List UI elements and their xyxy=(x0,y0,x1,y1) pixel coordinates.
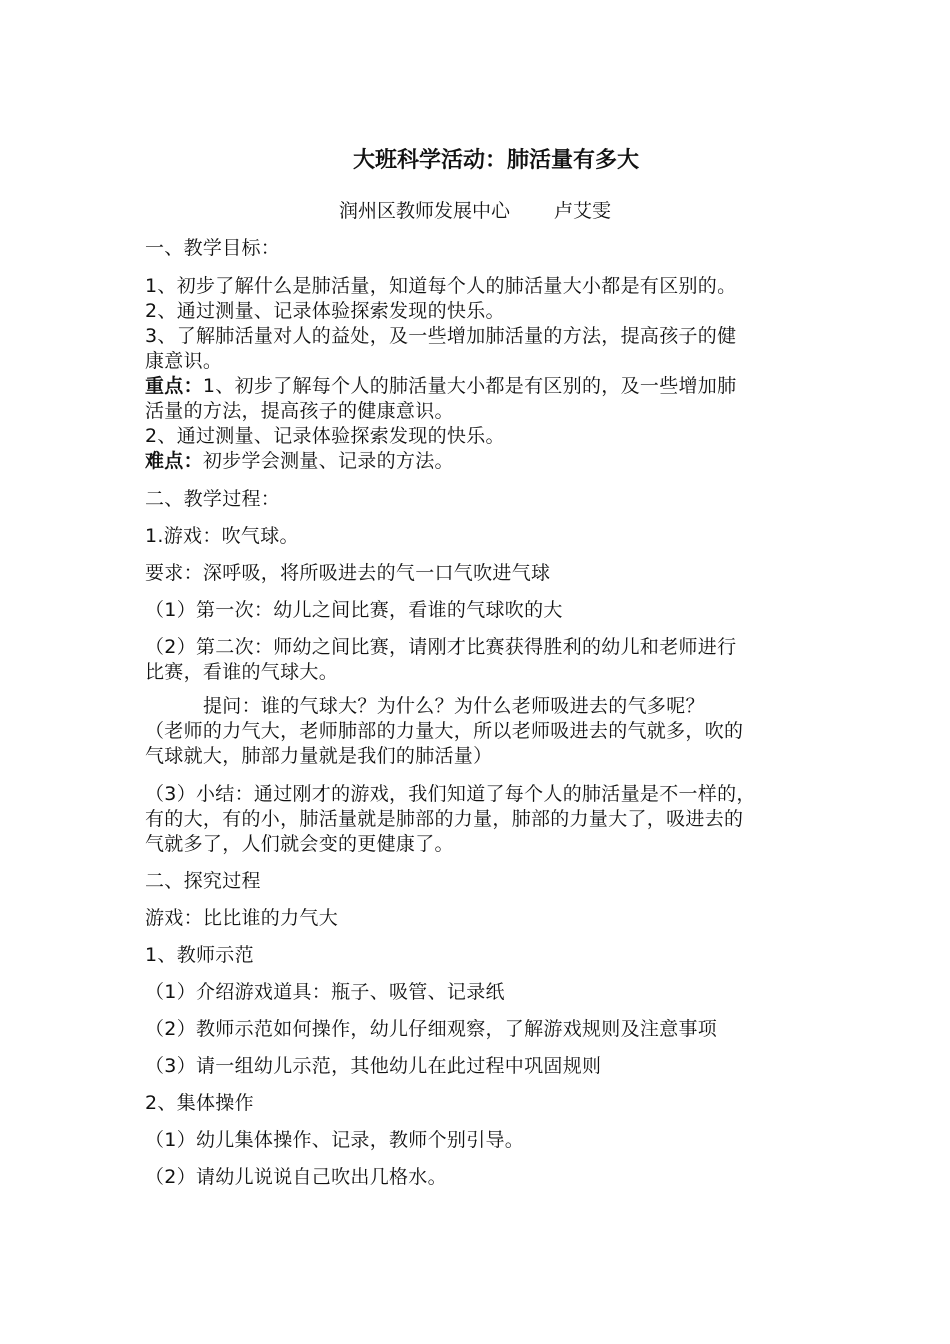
paragraph-line: 提问：谁的气球大？为什么？为什么老师吸进去的气多呢？ xyxy=(203,695,705,717)
paragraph-line: （3）小结：通过刚才的游戏，我们知道了每个人的肺活量是不一样的， xyxy=(145,783,756,805)
key-point-line: 活量的方法，提高孩子的健康意识。 xyxy=(145,400,454,422)
paragraph-line: 1、教师示范 xyxy=(145,944,254,966)
key-point-line xyxy=(145,373,736,399)
paragraph-line: 游戏：比比谁的力气大 xyxy=(145,907,339,929)
paragraph-line: 比赛，看谁的气球大。 xyxy=(145,661,339,683)
document-title: 大班科学活动：肺活量有多大 xyxy=(352,148,639,173)
key-point-line: 2、通过测量、记录体验探索发现的快乐。 xyxy=(145,425,505,447)
document-byline xyxy=(0,198,950,224)
paragraph-line: 要求：深呼吸，将所吸进去的气一口气吹进气球 xyxy=(145,562,551,584)
paragraph-line: （1）幼儿集体操作、记录，教师个别引导。 xyxy=(145,1129,525,1151)
paragraph-line: （2）教师示范如何操作，幼儿仔细观察，了解游戏规则及注意事项 xyxy=(145,1018,718,1040)
objective-line: 康意识。 xyxy=(145,350,223,372)
key-point-label: 重点： xyxy=(145,375,203,397)
difficulty-text: 初步学会测量、记录的方法。 xyxy=(202,450,454,472)
paragraph-line: 1.游戏：吹气球。 xyxy=(145,525,299,547)
author-organization: 润州区教师发展中心 xyxy=(338,200,510,222)
objective-line: 2、通过测量、记录体验探索发现的快乐。 xyxy=(145,300,505,322)
paragraph-line: 气球就大，肺部力量就是我们的肺活量） xyxy=(145,745,493,767)
paragraph-line: （2）第二次：师幼之间比赛，请刚才比赛获得胜利的幼儿和老师进行 xyxy=(145,636,737,658)
paragraph-line: （1）介绍游戏道具：瓶子、吸管、记录纸 xyxy=(145,981,505,1003)
author-name: 卢艾雯 xyxy=(554,200,612,222)
paragraph-line: 气就多了，人们就会变的更健康了。 xyxy=(145,833,454,855)
section-heading-exploration: 二、探究过程 xyxy=(145,870,261,892)
key-point-text: 1、初步了解每个人的肺活量大小都是有区别的，及一些增加肺 xyxy=(202,375,737,397)
section-heading-process: 二、教学过程： xyxy=(145,488,281,510)
paragraph-line: （2）请幼儿说说自己吹出几格水。 xyxy=(145,1166,447,1188)
difficulty-line xyxy=(145,448,454,474)
difficulty-label: 难点： xyxy=(145,450,203,472)
paragraph-line: （1）第一次：幼儿之间比赛，看谁的气球吹的大 xyxy=(145,599,563,621)
paragraph-line: （3）请一组幼儿示范，其他幼儿在此过程中巩固规则 xyxy=(145,1055,602,1077)
section-heading-objectives: 一、教学目标： xyxy=(145,237,281,259)
paragraph-line: 有的大，有的小，肺活量就是肺部的力量，肺部的力量大了，吸进去的 xyxy=(145,808,744,830)
paragraph-line: （老师的力气大，老师肺部的力量大，所以老师吸进去的气就多，吹的 xyxy=(145,720,744,742)
objective-line: 1、初步了解什么是肺活量，知道每个人的肺活量大小都是有区别的。 xyxy=(145,275,737,297)
paragraph-line: 2、集体操作 xyxy=(145,1092,254,1114)
objective-line: 3、了解肺活量对人的益处，及一些增加肺活量的方法，提高孩子的健 xyxy=(145,325,737,347)
